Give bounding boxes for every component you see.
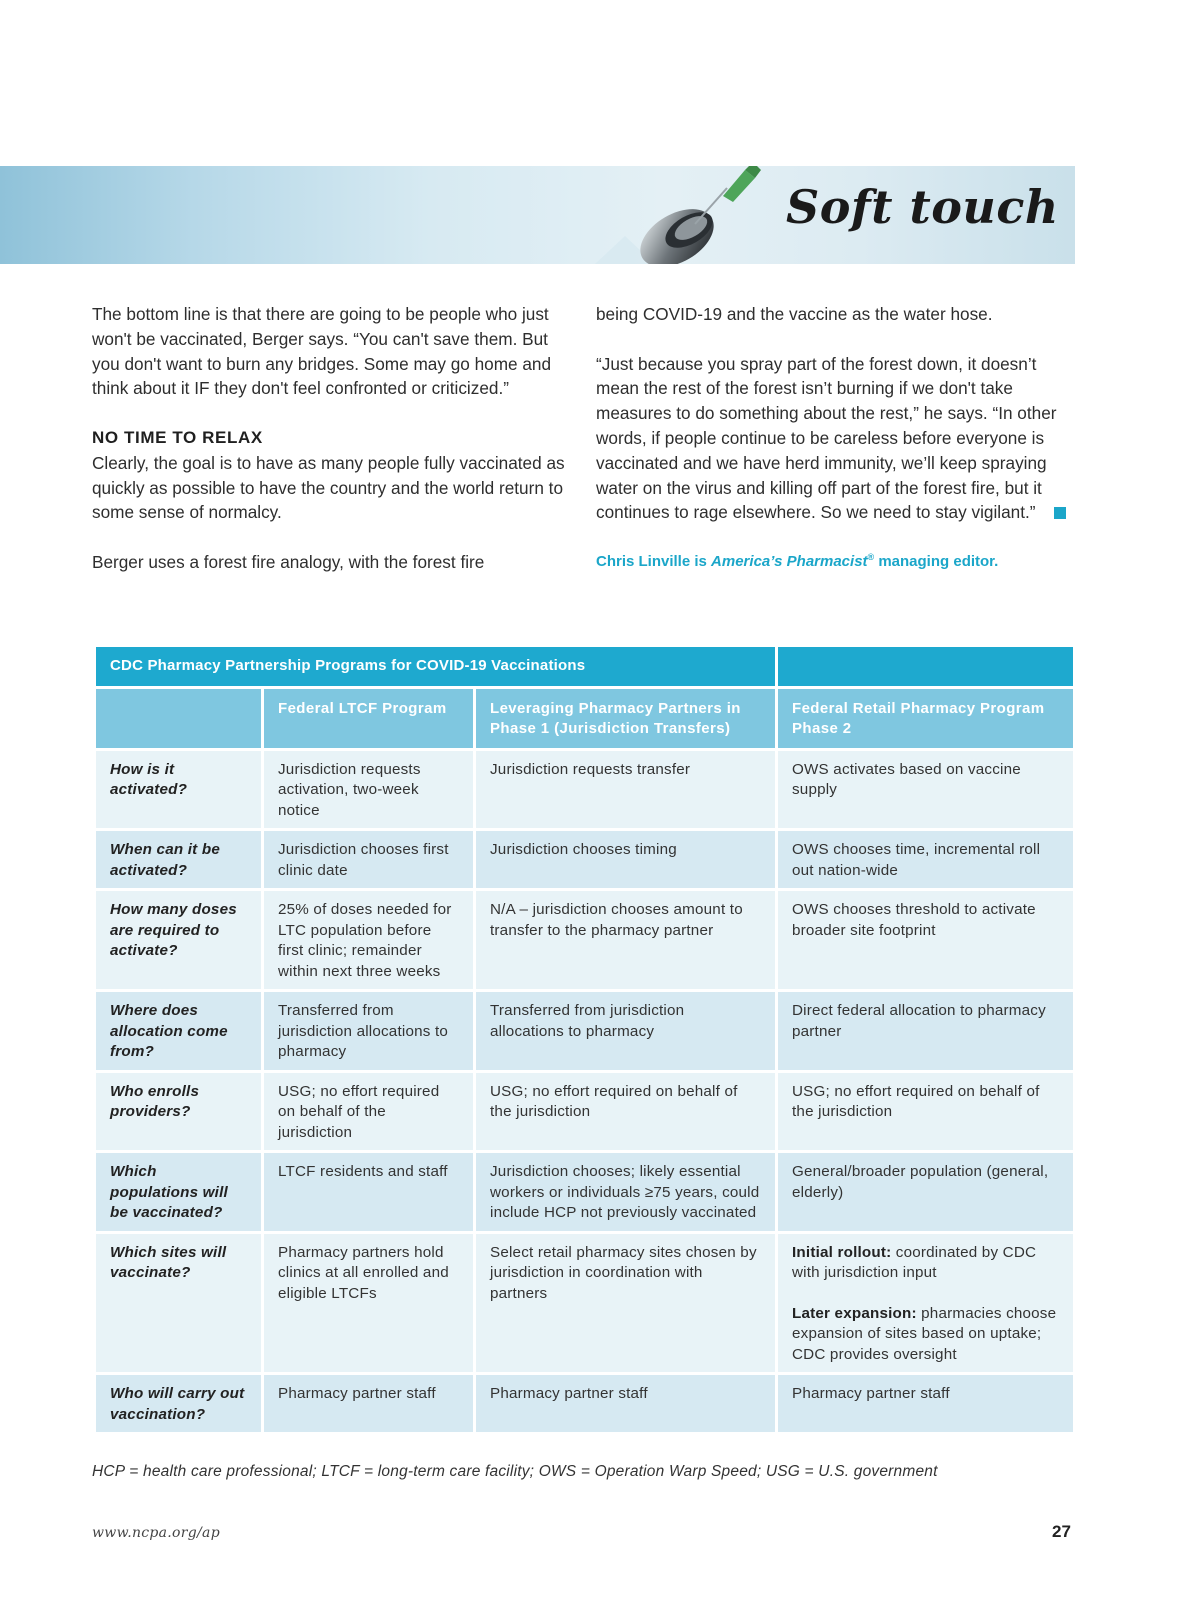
- table-title-row: [95, 646, 1075, 688]
- table-row: [95, 991, 1075, 1072]
- byline-suffix: managing editor.: [874, 553, 999, 571]
- author-byline: [596, 545, 1076, 575]
- section-subhead: NO TIME TO RELAX: [92, 427, 263, 447]
- table-cell: USG; no effort required on behalf of the jurisdiction: [263, 1071, 475, 1152]
- table-cell: Direct federal allocation to pharmacy partner: [777, 991, 1075, 1072]
- paragraph: Berger uses a forest fire analogy, with the forest fire: [92, 551, 485, 572]
- footer-url: www.ncpa.org/ap: [92, 1525, 220, 1541]
- table-header-row: [95, 687, 1075, 749]
- initial-rollout-label: Initial rollout:: [792, 1243, 892, 1261]
- table-cell: Pharmacy partner staff: [263, 1374, 475, 1434]
- table-row: [95, 890, 1075, 991]
- table-cell: [777, 1232, 1075, 1374]
- table-cell: OWS chooses threshold to activate broader site footprint: [777, 890, 1075, 991]
- table-cell: General/broader population (general, elderly): [777, 1152, 1075, 1233]
- table-cell: Pharmacy partner staff: [777, 1374, 1075, 1434]
- column-header: Federal Retail Pharmacy Program Phase 2: [777, 687, 1075, 749]
- vaccine-vial-image: [595, 166, 765, 264]
- table-row: [95, 1374, 1075, 1434]
- table-row: [95, 749, 1075, 830]
- end-mark-icon: [1054, 507, 1066, 519]
- paragraph-text: “Just because you spray part of the forest down, it doesn’t mean the rest of the forest isn’t burning if we don't take measures to do something about the rest,” he says. “In other words, if people continue to be careless before everyone is vaccinated and we have herd immunity, we’ll keep spraying water on the virus and killing off part of the forest fire, but it continues to rage elsewhere. So we need to stay vigilant.”: [596, 353, 1057, 523]
- table-cell: N/A – jurisdiction chooses amount to transfer to the pharmacy partner: [475, 890, 777, 991]
- table-cell: Jurisdiction requests transfer: [475, 749, 777, 830]
- row-question: When can it be activated?: [95, 830, 263, 890]
- table-cell: Pharmacy partners hold clinics at all enrolled and eligible LTCFs: [263, 1232, 475, 1374]
- row-question: Where does allocation come from?: [95, 991, 263, 1072]
- table-row: [95, 1071, 1075, 1152]
- table-cell: OWS chooses time, incremental roll out nation-wide: [777, 830, 1075, 890]
- page-number: 27: [1052, 1522, 1071, 1541]
- paragraph: Clearly, the goal is to have as many people fully vaccinated as quickly as possible to have the country and the world return to some sense of normalcy.: [92, 452, 565, 523]
- column-header: Leveraging Pharmacy Partners in Phase 1 (Jurisdiction Transfers): [475, 687, 777, 749]
- table-footnote: HCP = health care professional; LTCF = long-term care facility; OWS = Operation Warp Speed; USG = U.S. government: [92, 1463, 938, 1480]
- paragraph: The bottom line is that there are going to be people who just won't be vaccinated, Berger says. “You can't save them. But you don't want to burn any bridges. Some may go home and think about it IF they don't feel confronted or criticized.”: [92, 304, 552, 399]
- row-question: How is it activated?: [95, 749, 263, 830]
- later-expansion-text: pharmacies choose expansion of sites based on uptake; CDC provides oversight: [792, 1304, 1057, 1363]
- paragraph: [596, 352, 1076, 526]
- table-cell: Pharmacy partner staff: [475, 1374, 777, 1434]
- column-header-blank: [95, 687, 263, 749]
- row-question: How many doses are required to activate?: [95, 890, 263, 991]
- table-cell: LTCF residents and staff: [263, 1152, 475, 1233]
- table-cell: USG; no effort required on behalf of the jurisdiction: [475, 1071, 777, 1152]
- row-question: Which populations will be vaccinated?: [95, 1152, 263, 1233]
- table-cell: 25% of doses needed for LTC population before first clinic; remainder within next three weeks: [263, 890, 475, 991]
- banner: [0, 166, 1075, 264]
- table-cell: Transferred from jurisdiction allocations to pharmacy: [475, 991, 777, 1072]
- table-cell: OWS activates based on vaccine supply: [777, 749, 1075, 830]
- row-question: Who enrolls providers?: [95, 1071, 263, 1152]
- registered-mark: ®: [867, 552, 875, 563]
- page-title: Soft touch: [786, 180, 1059, 234]
- table-cell: USG; no effort required on behalf of the jurisdiction: [777, 1071, 1075, 1152]
- row-question: Which sites will vaccinate?: [95, 1232, 263, 1374]
- table-cell: Select retail pharmacy sites chosen by jurisdiction in coordination with partners: [475, 1232, 777, 1374]
- table-cell: Jurisdiction chooses; likely essential workers or individuals ≥75 years, could include HCP not previously vaccinated: [475, 1152, 777, 1233]
- table-row: [95, 1152, 1075, 1233]
- table-cell: Jurisdiction chooses first clinic date: [263, 830, 475, 890]
- later-expansion-label: Later expansion:: [792, 1304, 917, 1322]
- table-cell: Jurisdiction chooses timing: [475, 830, 777, 890]
- row-question: Who will carry out vaccination?: [95, 1374, 263, 1434]
- partnership-programs-table: [93, 644, 1076, 1435]
- table-title: CDC Pharmacy Partnership Programs for COVID-19 Vaccinations: [95, 646, 777, 688]
- article-right-column: [596, 302, 1076, 575]
- publication-name: America’s Pharmacist: [711, 553, 868, 571]
- article-left-column: [92, 302, 572, 600]
- table-title-empty-cell: [777, 646, 1075, 688]
- byline-prefix: Chris Linville is: [596, 553, 712, 571]
- paragraph: being COVID-19 and the vaccine as the water hose.: [596, 304, 993, 324]
- initial-rollout-text: coordinated by CDC with jurisdiction input: [792, 1243, 1037, 1281]
- column-header: Federal LTCF Program: [263, 687, 475, 749]
- table-row: [95, 830, 1075, 890]
- table-cell: Transferred from jurisdiction allocations to pharmacy: [263, 991, 475, 1072]
- table-row: [95, 1232, 1075, 1374]
- table-cell: Jurisdiction requests activation, two-week notice: [263, 749, 475, 830]
